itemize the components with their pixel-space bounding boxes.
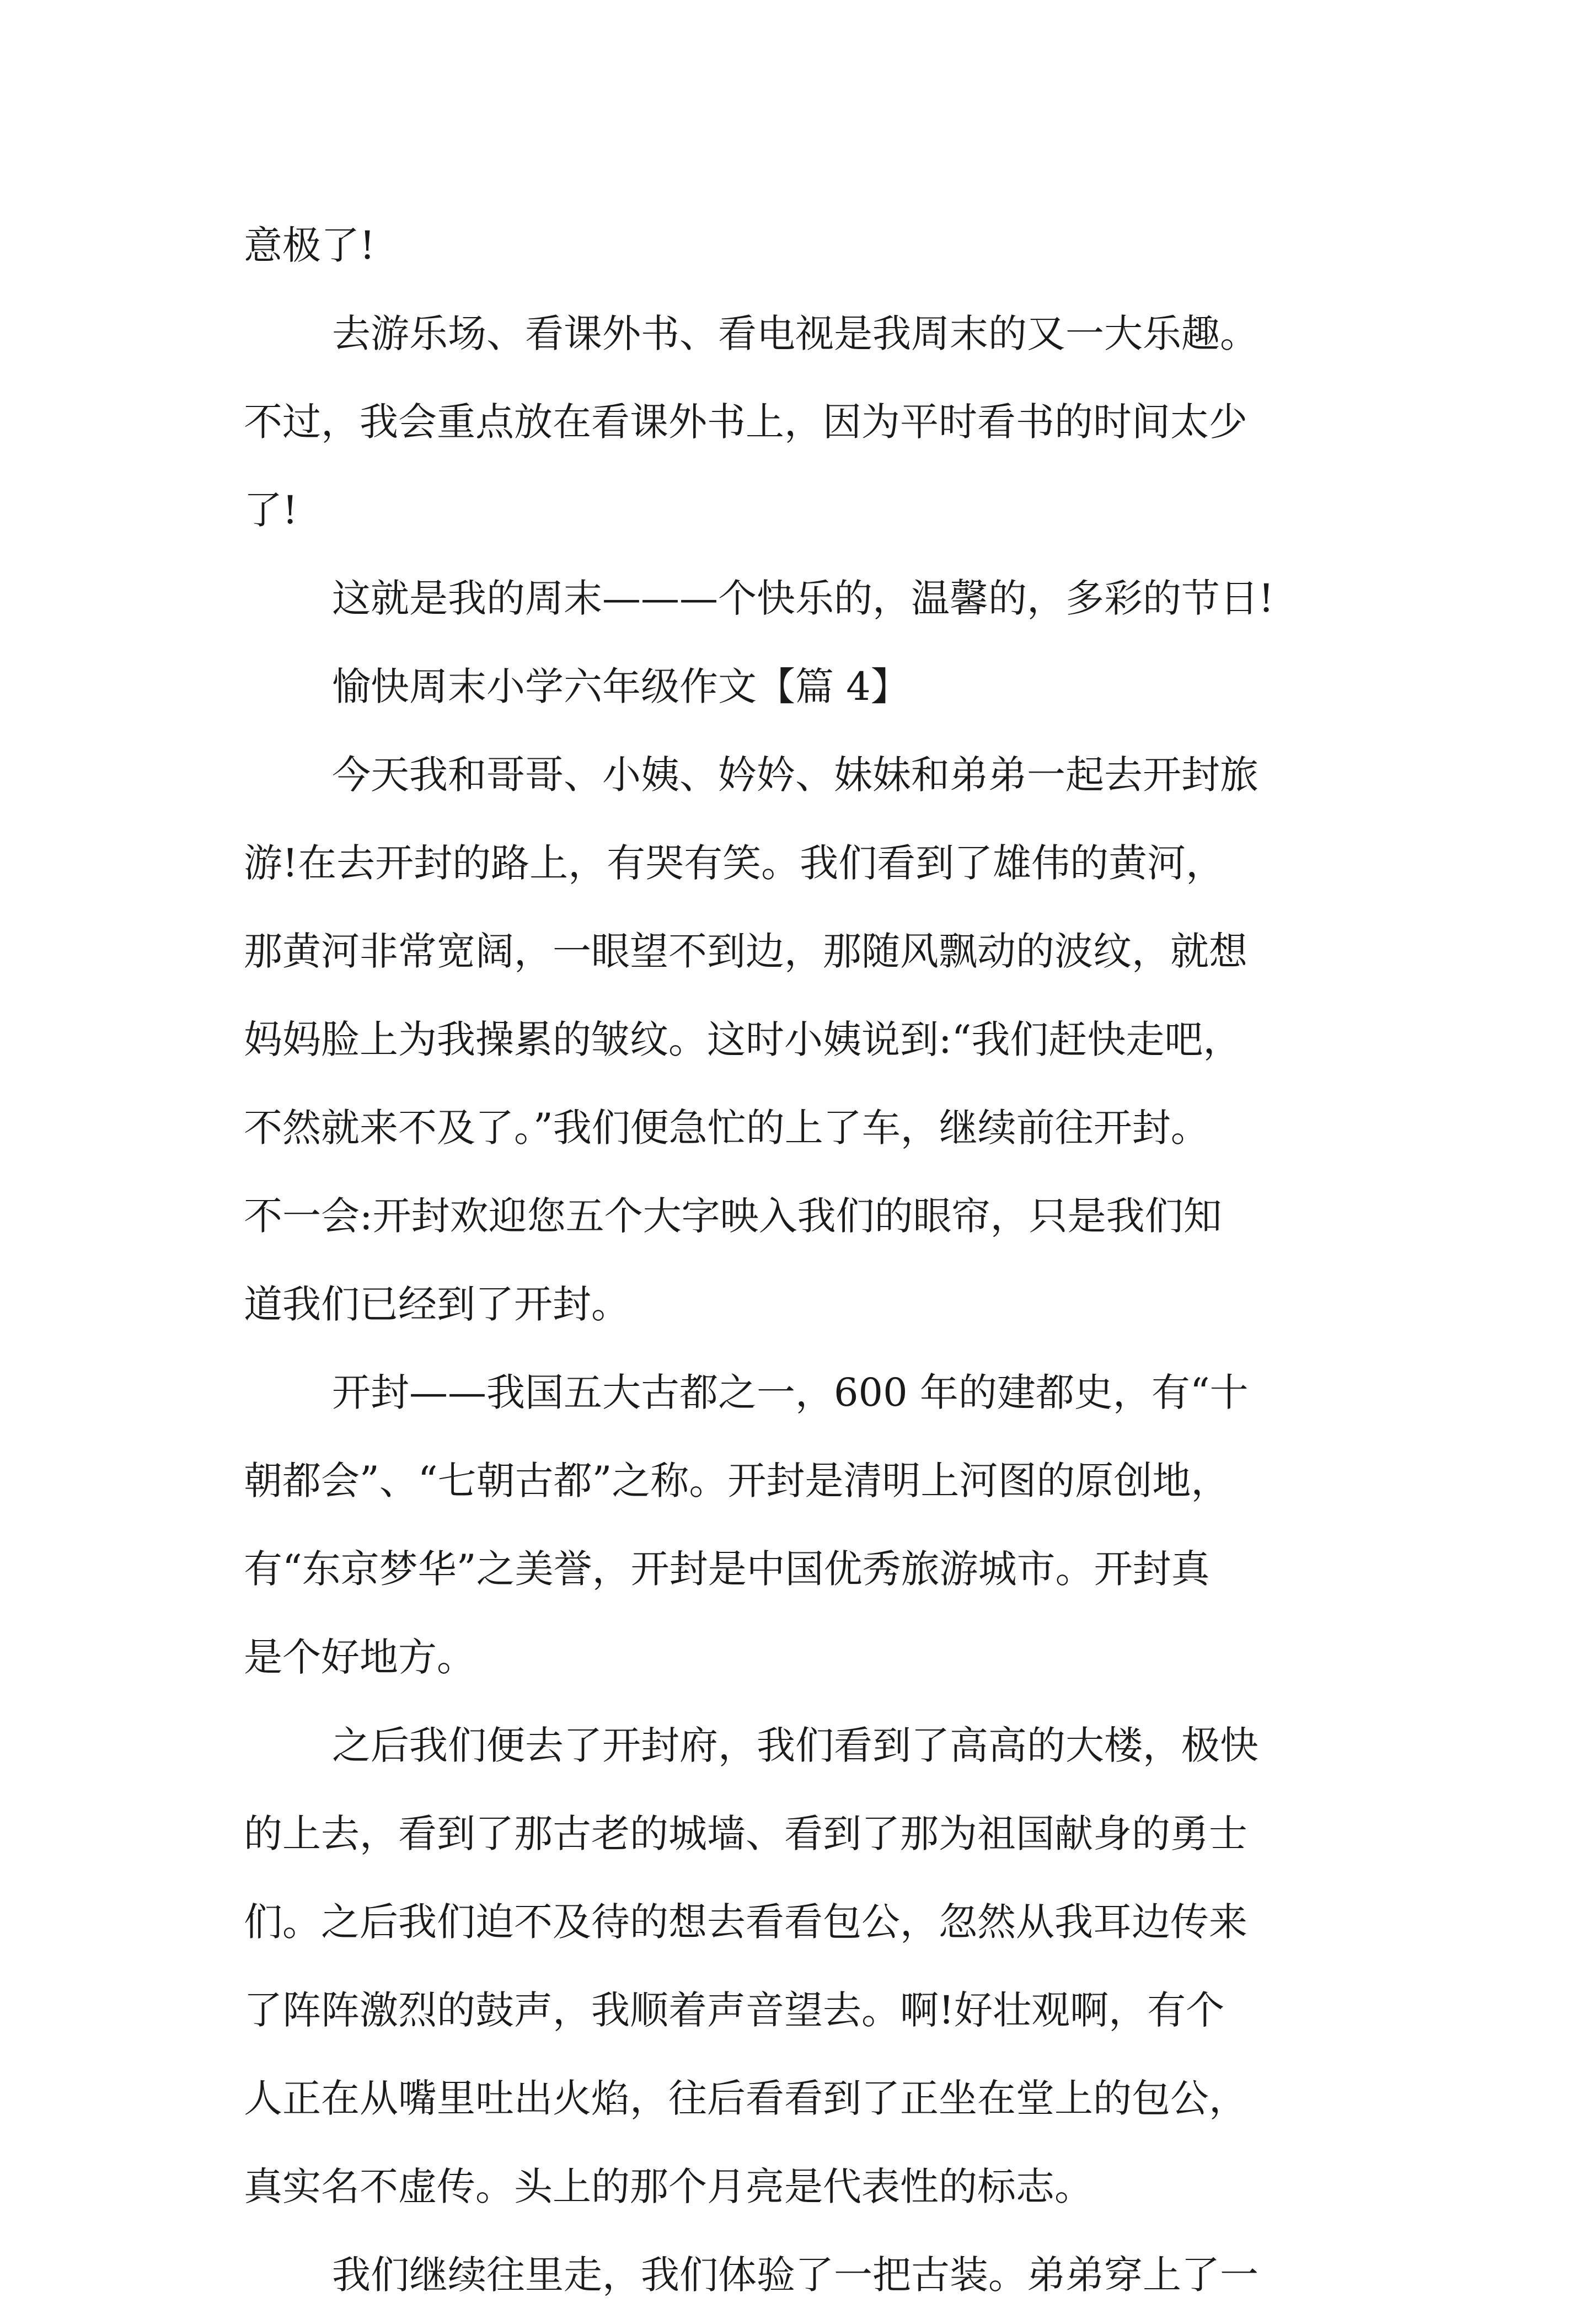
text-line: 那黄河非常宽阔，一眼望不到边，那随风飘动的波纹，就想 bbox=[244, 929, 1247, 974]
text-line: 游!在去开封的路上，有哭有笑。我们看到了雄伟的黄河， bbox=[244, 840, 1225, 886]
paragraph-start-line: 开封——我国五大古都之一，600 年的建都史，有“十 bbox=[332, 1370, 1249, 1415]
text-line: 有“东京梦华”之美誉，开封是中国优秀旅游城市。开封真 bbox=[244, 1546, 1210, 1592]
paragraph-start-line: 这就是我的周末———个快乐的，温馨的，多彩的节日! bbox=[332, 576, 1274, 621]
section-heading: 愉快周末小学六年级作文【篇 4】 bbox=[332, 664, 909, 709]
text-line: 了! bbox=[244, 488, 298, 533]
text-line: 不过，我会重点放在看课外书上，因为平时看书的时间太少 bbox=[244, 399, 1247, 444]
text-line: 妈妈脸上为我操累的皱纹。这时小姨说到:“我们赶快走吧， bbox=[244, 1017, 1242, 1062]
text-line: 的上去，看到了那古老的城墙、看到了那为祖国献身的勇士 bbox=[244, 1811, 1247, 1856]
text-line: 意极了! bbox=[244, 223, 376, 268]
text-line: 们。之后我们迫不及待的想去看看包公，忽然从我耳边传来 bbox=[244, 1899, 1247, 1945]
document-body bbox=[244, 201, 1374, 2319]
text-line: 真实名不虚传。头上的那个月亮是代表性的标志。 bbox=[244, 2164, 1093, 2209]
text-line: 了阵阵激烈的鼓声，我顺着声音望去。啊!好壮观啊，有个 bbox=[244, 1988, 1225, 2033]
text-line: 是个好地方。 bbox=[244, 1635, 475, 1680]
paragraph-start-line: 之后我们便去了开封府，我们看到了高高的大楼，极快 bbox=[332, 1723, 1258, 1768]
text-line: 不然就来不及了。”我们便急忙的上了车，继续前往开封。 bbox=[244, 1105, 1209, 1150]
text-line: 人正在从嘴里吐出火焰，往后看看到了正坐在堂上的包公， bbox=[244, 2076, 1247, 2121]
paragraph-start-line: 我们继续往里走，我们体验了一把古装。弟弟穿上了一 bbox=[332, 2252, 1258, 2297]
paragraph-start-line: 今天我和哥哥、小姨、妗妗、妹妹和弟弟一起去开封旅 bbox=[332, 752, 1258, 797]
paragraph-start-line: 去游乐场、看课外书、看电视是我周末的又一大乐趣。 bbox=[332, 311, 1258, 356]
text-line: 不一会:开封欢迎您五个大字映入我们的眼帘，只是我们知 bbox=[244, 1193, 1222, 1239]
text-line: 道我们已经到了开封。 bbox=[244, 1282, 630, 1327]
text-line: 朝都会”、“七朝古都”之称。开封是清明上河图的原创地， bbox=[244, 1458, 1230, 1503]
